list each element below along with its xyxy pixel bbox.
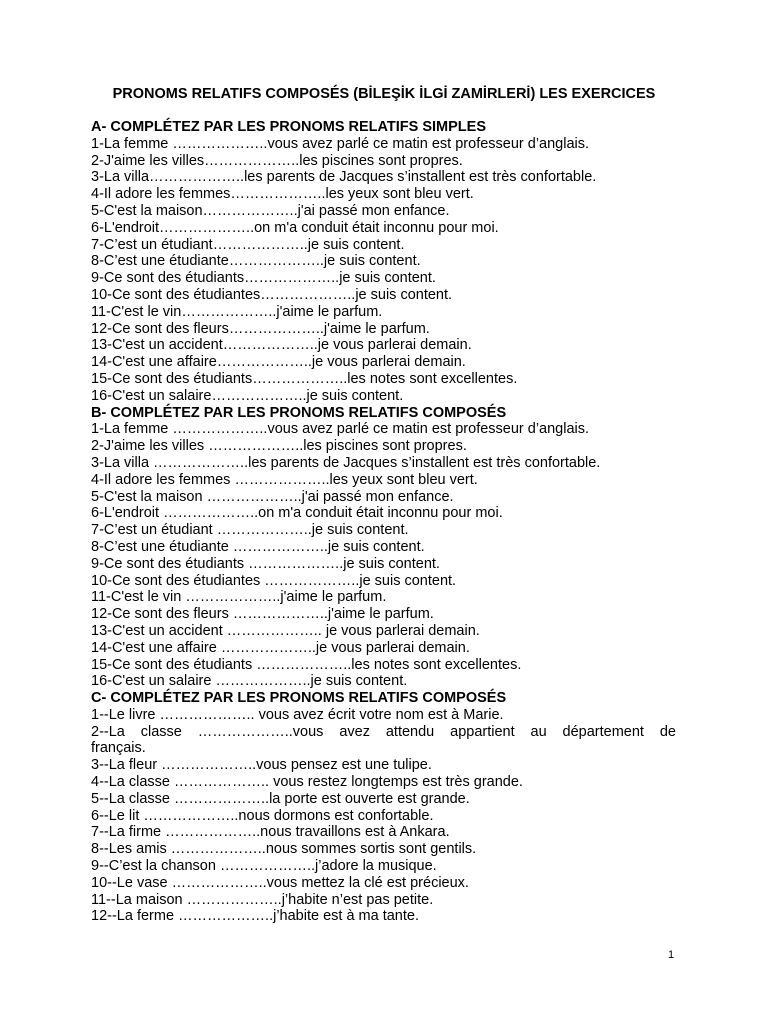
exercise-line: 5--La classe ………………..la porte est ouverte est grande. (91, 790, 470, 807)
section-a-heading: A- COMPLÉTEZ PAR LES PRONOMS RELATIFS SIMPLES (91, 119, 487, 135)
exercise-line: 6-L'endroit ………………..on m'a conduit était inconnu pour moi. (91, 505, 503, 522)
exercise-line: 10-Ce sont des étudiantes ………………..je suis content. (91, 572, 457, 589)
exercise-line: 6--Le lit ………………..nous dormons est confortable. (91, 807, 434, 824)
exercise-line: 5-C'est la maison………………..j'ai passé mon enfance. (91, 202, 450, 219)
exercise-line: 1-La femme ………………..vous avez parlé ce matin est professeur d’anglais. (91, 135, 590, 152)
exercise-line: 15-Ce sont des étudiants………………..les notes sont excellentes. (91, 370, 518, 387)
section-b-list (91, 421, 676, 690)
exercise-line: 11-C'est le vin ………………..j'aime le parfum. (91, 589, 387, 606)
exercise-line: 5-C'est la maison ………………..j'ai passé mon enfance. (91, 488, 454, 505)
exercise-line: 3-La villa………………..les parents de Jacques s’installent est très confortable. (91, 169, 597, 186)
section-c-list (91, 707, 676, 925)
exercise-line: 10-Ce sont des étudiantes………………..je suis content. (91, 286, 453, 303)
exercise-line: 6-L'endroit………………..on m'a conduit était inconnu pour moi. (91, 219, 499, 236)
exercise-line: 3-La villa ………………..les parents de Jacques s’installent est très confortable. (91, 454, 601, 471)
exercise-line: 11-C'est le vin………………..j'aime le parfum. (91, 303, 383, 320)
exercise-line: 1-La femme ………………..vous avez parlé ce matin est professeur d’anglais. (91, 421, 590, 438)
exercise-line: 10--Le vase ………………..vous mettez la clé est précieux. (91, 874, 469, 891)
exercise-line: 14-C'est une affaire ………………..je vous parlerai demain. (91, 639, 470, 656)
page-title: PRONOMS RELATIFS COMPOSÉS (BİLEŞİK İLGİ ZAMİRLERİ) LES EXERCICES (112, 86, 656, 102)
exercise-line: 12-Ce sont des fleurs ………………..j'aime le parfum. (91, 606, 434, 623)
exercise-line: 4-Il adore les femmes………………..les yeux sont bleu vert. (91, 186, 474, 203)
exercise-line: 3--La fleur ………………..vous pensez est une tulipe. (91, 757, 432, 774)
section-c-heading: C- COMPLÉTEZ PAR LES PRONOMS RELATIFS COMPOSÉS (91, 690, 507, 707)
exercise-line: 8--Les amis ………………..nous sommes sortis sont gentils. (91, 841, 477, 858)
exercise-line: 16-C'est un salaire………………..je suis content. (91, 387, 404, 404)
exercise-line: 12--La ferme ………………..j’habite est à ma tante. (91, 908, 419, 925)
exercise-line: 12-Ce sont des fleurs………………..j'aime le parfum. (91, 320, 430, 337)
exercise-line: 2--La classe ………………..vous avez attendu appartient au département de (91, 723, 676, 740)
exercise-line: 13-C'est un accident………………..je vous parlerai demain. (91, 337, 472, 354)
exercise-line: 4--La classe ……………….. vous restez longtemps est très grande. (91, 774, 523, 791)
exercise-line: 14-C'est une affaire………………..je vous parlerai demain. (91, 354, 466, 371)
exercise-line: 11--La maison ………………..j’habite n’est pas petite. (91, 891, 434, 908)
exercise-line: 16-C'est un salaire ………………..je suis content. (91, 673, 408, 690)
exercise-line: 7-C’est un étudiant ………………..je suis content. (91, 522, 409, 539)
exercise-line: 2-J'aime les villes………………..les piscines sont propres. (91, 152, 463, 169)
exercise-line: 7-C’est un étudiant………………..je suis content. (91, 236, 405, 253)
exercise-line: 8-C’est une étudiante ………………..je suis content. (91, 538, 425, 555)
exercise-line-continued: français. (91, 740, 146, 757)
exercise-line: 8-C’est une étudiante………………..je suis content. (91, 253, 421, 270)
exercise-line: 9--C’est la chanson ………………..j’adore la musique. (91, 858, 437, 875)
exercise-line: 2-J'aime les villes ………………..les piscines sont propres. (91, 438, 467, 455)
section-b-heading: B- COMPLÉTEZ PAR LES PRONOMS RELATIFS COMPOSÉS (91, 404, 507, 421)
exercise-line: 7--La firme ………………..nous travaillons est à Ankara. (91, 824, 450, 841)
exercise-line: 13-C'est un accident ……………….. je vous parlerai demain. (91, 622, 480, 639)
exercise-content (91, 119, 676, 925)
exercise-line: 9-Ce sont des étudiants ………………..je suis content. (91, 555, 440, 572)
exercise-line: 15-Ce sont des étudiants ………………..les notes sont excellentes. (91, 656, 522, 673)
exercise-line: 1--Le livre ……………….. vous avez écrit votre nom est à Marie. (91, 706, 504, 723)
exercise-line: 9-Ce sont des étudiants………………..je suis content. (91, 270, 436, 287)
page-number: 1 (668, 949, 675, 961)
exercise-line: 4-Il adore les femmes ………………..les yeux sont bleu vert. (91, 471, 478, 488)
section-a-list (91, 136, 676, 405)
